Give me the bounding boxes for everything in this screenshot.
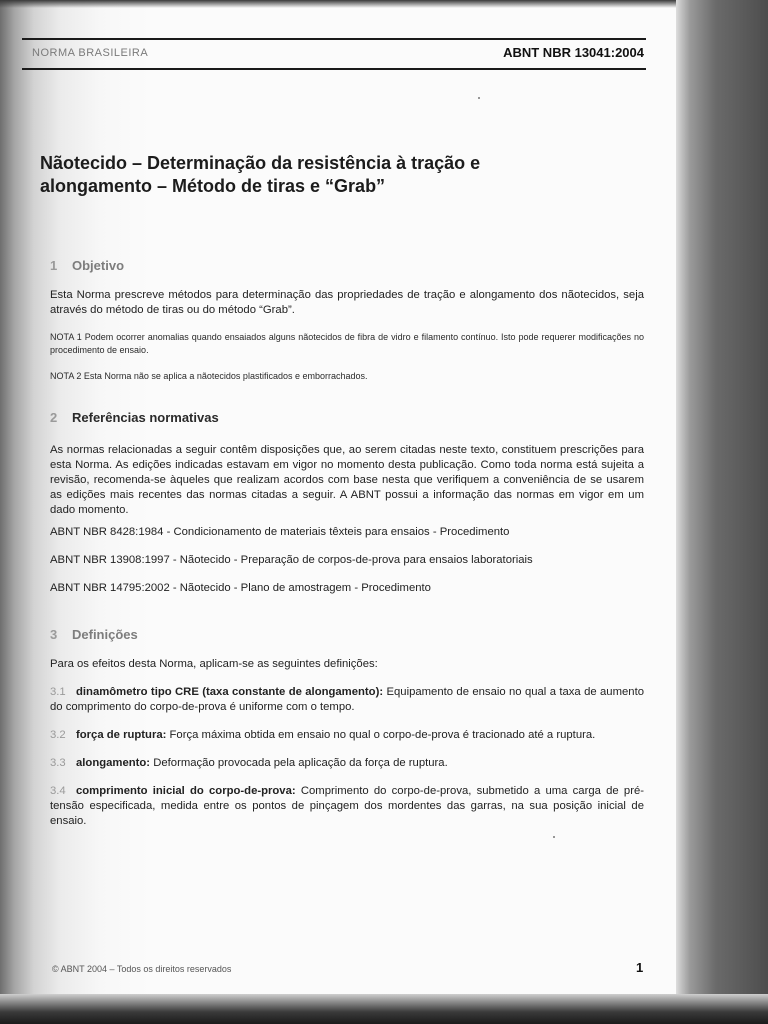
referencias-intro-paragraph: As normas relacionadas a seguir contêm disposições que, ao serem citadas neste texto, constituem prescrições para esta Norma. As edições indicadas estavam em vigor no momento desta publicação. Como toda norma está sujeita a revisão, recomenda-se àqueles que realizam acordos com base nesta que verifiquem a conveniência de se usarem as edições mais recentes das normas citadas a seguir. A ABNT possui a informação das normas em vigor em um dado momento. — [50, 444, 644, 516]
section-title: Definições — [72, 627, 138, 642]
section-title: Objetivo — [72, 258, 125, 273]
definition-item — [50, 784, 644, 829]
reference-item: ABNT NBR 14795:2002 - Nãotecido - Plano de amostragem - Procedimento — [50, 582, 431, 594]
definition-item — [50, 756, 644, 771]
definition-text: Equipamento de ensaio no qual a taxa de aumento do comprimento do corpo-de-prova é uniforme com o tempo. — [50, 686, 644, 713]
section-number: 2 — [50, 410, 58, 425]
definition-term: dinamômetro tipo CRE (taxa constante de alongamento): — [76, 686, 384, 698]
objetivo-paragraph: Esta Norma prescreve métodos para determinação das propriedades de tração e alongamento dos nãotecidos, seja através do método de tiras ou do método “Grab”. — [50, 289, 644, 316]
definition-item — [50, 685, 644, 715]
section-number: 1 — [50, 258, 58, 273]
definition-item — [50, 728, 644, 743]
definition-number: 3.3 — [50, 757, 66, 769]
section-heading-objetivo — [50, 258, 124, 273]
objetivo-note-1: NOTA 1 Podem ocorrer anomalias quando ensaiados alguns nãotecidos de fibra de vidro e filamento contínuo. Isto pode requerer modificações no procedimento de ensaio. — [50, 332, 644, 355]
definition-number: 3.1 — [50, 686, 66, 698]
section-heading-referencias — [50, 410, 219, 425]
definition-text: Deformação provocada pela aplicação da força de ruptura. — [150, 757, 448, 769]
reference-item: ABNT NBR 8428:1984 - Condicionamento de materiais têxteis para ensaios - Procedimento — [50, 526, 510, 538]
definition-term: comprimento inicial do corpo-de-prova: — [76, 785, 296, 797]
section-heading-definicoes — [50, 627, 138, 642]
definition-text: Comprimento do corpo-de-prova, submetido a uma carga de pré-tensão especificada, medida entre os pontos de pinçagem dos mordentes das garras, na sua posição inicial de ensaio. — [50, 785, 644, 827]
objetivo-note-2: NOTA 2 Esta Norma não se aplica a nãotecidos plastificados e emborrachados. — [50, 371, 368, 381]
header-bottom-rule — [22, 68, 646, 70]
scan-bottom-edge — [0, 994, 768, 1024]
header-top-rule — [22, 38, 646, 40]
scan-top-edge — [0, 0, 768, 8]
definicoes-intro-paragraph: Para os efeitos desta Norma, aplicam-se as seguintes definições: — [50, 658, 378, 670]
footer-copyright: © ABNT 2004 – Todos os direitos reservados — [52, 964, 232, 974]
definition-number: 3.2 — [50, 729, 66, 741]
header-standard-code: ABNT NBR 13041:2004 — [503, 45, 644, 60]
definition-text: Força máxima obtida em ensaio no qual o corpo-de-prova é tracionado até a ruptura. — [166, 729, 596, 741]
title-line-1: Nãotecido – Determinação da resistência à tração e — [40, 153, 481, 173]
section-title: Referências normativas — [72, 410, 219, 425]
reference-item: ABNT NBR 13908:1997 - Nãotecido - Preparação de corpos-de-prova para ensaios laboratoriais — [50, 554, 533, 566]
scan-right-edge — [676, 0, 768, 1024]
header-standard-type: NORMA BRASILEIRA — [32, 47, 149, 59]
page-title — [40, 152, 640, 198]
title-line-2: alongamento – Método de tiras e “Grab” — [40, 176, 386, 196]
speck — [478, 97, 480, 99]
definition-term: força de ruptura: — [76, 729, 167, 741]
speck — [553, 836, 555, 838]
page-number: 1 — [636, 960, 644, 975]
definition-term: alongamento: — [76, 757, 151, 769]
section-number: 3 — [50, 627, 58, 642]
definition-number: 3.4 — [50, 785, 66, 797]
